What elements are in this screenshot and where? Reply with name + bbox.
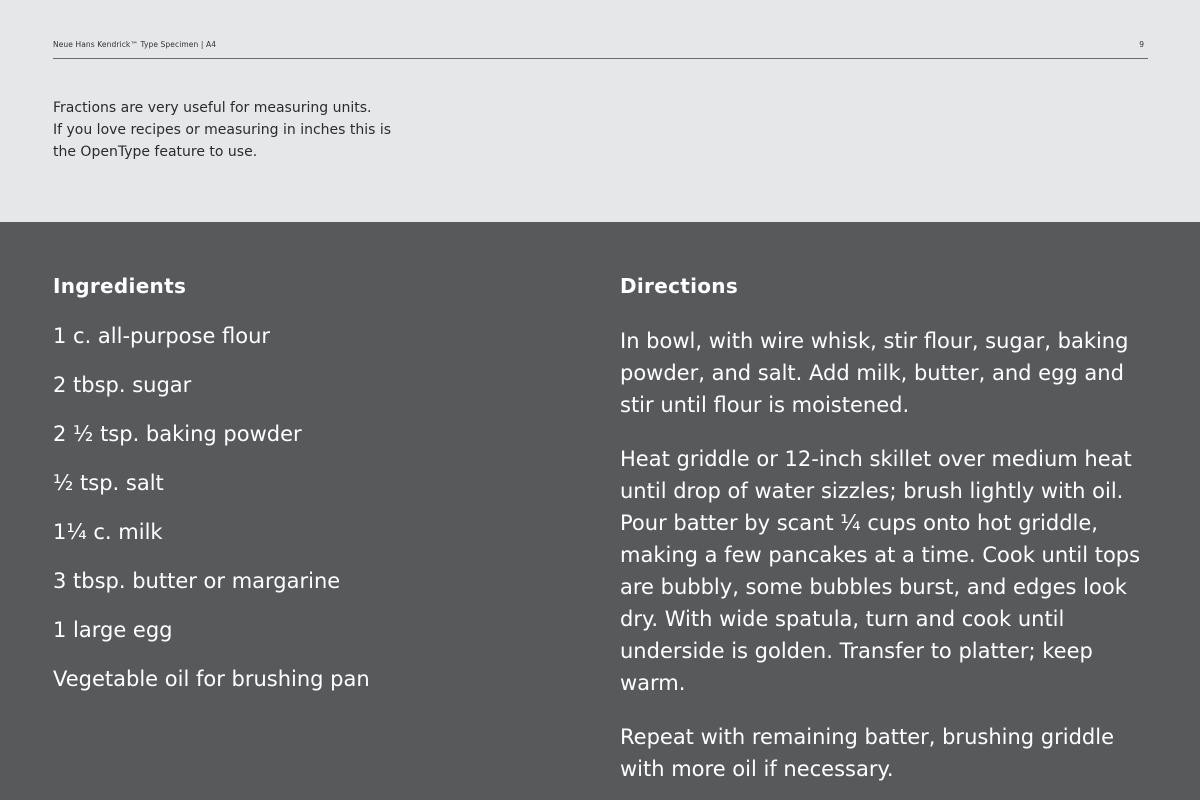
direction-paragraph: Repeat with remaining batter, brushing griddle with more oil if necessary. [620, 725, 1114, 781]
ingredient-item: Vegetable oil for brushing pan [53, 667, 370, 691]
recipe-section [0, 222, 1200, 800]
ingredient-item: ½ tsp. salt [53, 471, 164, 495]
page-header [53, 40, 1148, 59]
intro-line: the OpenType feature to use. [53, 144, 258, 160]
page-number: 9 [1139, 40, 1144, 49]
ingredient-item: 1¼ c. milk [53, 520, 163, 544]
ingredient-item: 3 tbsp. butter or margarine [53, 569, 341, 593]
intro-text [53, 97, 413, 163]
ingredient-item: 1 c. all-purpose flour [53, 324, 271, 348]
ingredients-list [53, 320, 553, 712]
ingredients-title: Ingredients [53, 274, 187, 298]
intro-line: Fractions are very useful for measuring units. [53, 100, 372, 116]
ingredient-item: 1 large egg [53, 618, 173, 642]
specimen-title: Neue Hans Kendrick™ Type Specimen | A4 [53, 40, 217, 49]
ingredient-item: 2 tbsp. sugar [53, 373, 192, 397]
direction-paragraph: In bowl, with wire whisk, stir flour, sugar, baking powder, and salt. Add milk, butter, and egg and stir until flour is moistened. [620, 329, 1129, 417]
intro-section [0, 0, 1200, 222]
directions-title: Directions [620, 274, 739, 298]
intro-line: If you love recipes or measuring in inches this is [53, 122, 392, 138]
directions-list [620, 325, 1160, 800]
direction-paragraph: Heat griddle or 12-inch skillet over medium heat until drop of water sizzles; brush lightly with oil. Pour batter by scant ¼ cups onto hot griddle, making a few pancakes at a time. Cook until tops are bubbly, some bubbles burst, and edges look dry. With wide spatula, turn and cook until underside is golden. Transfer to platter; keep warm. [620, 447, 1141, 695]
ingredient-item: 2 ½ tsp. baking powder [53, 422, 302, 446]
